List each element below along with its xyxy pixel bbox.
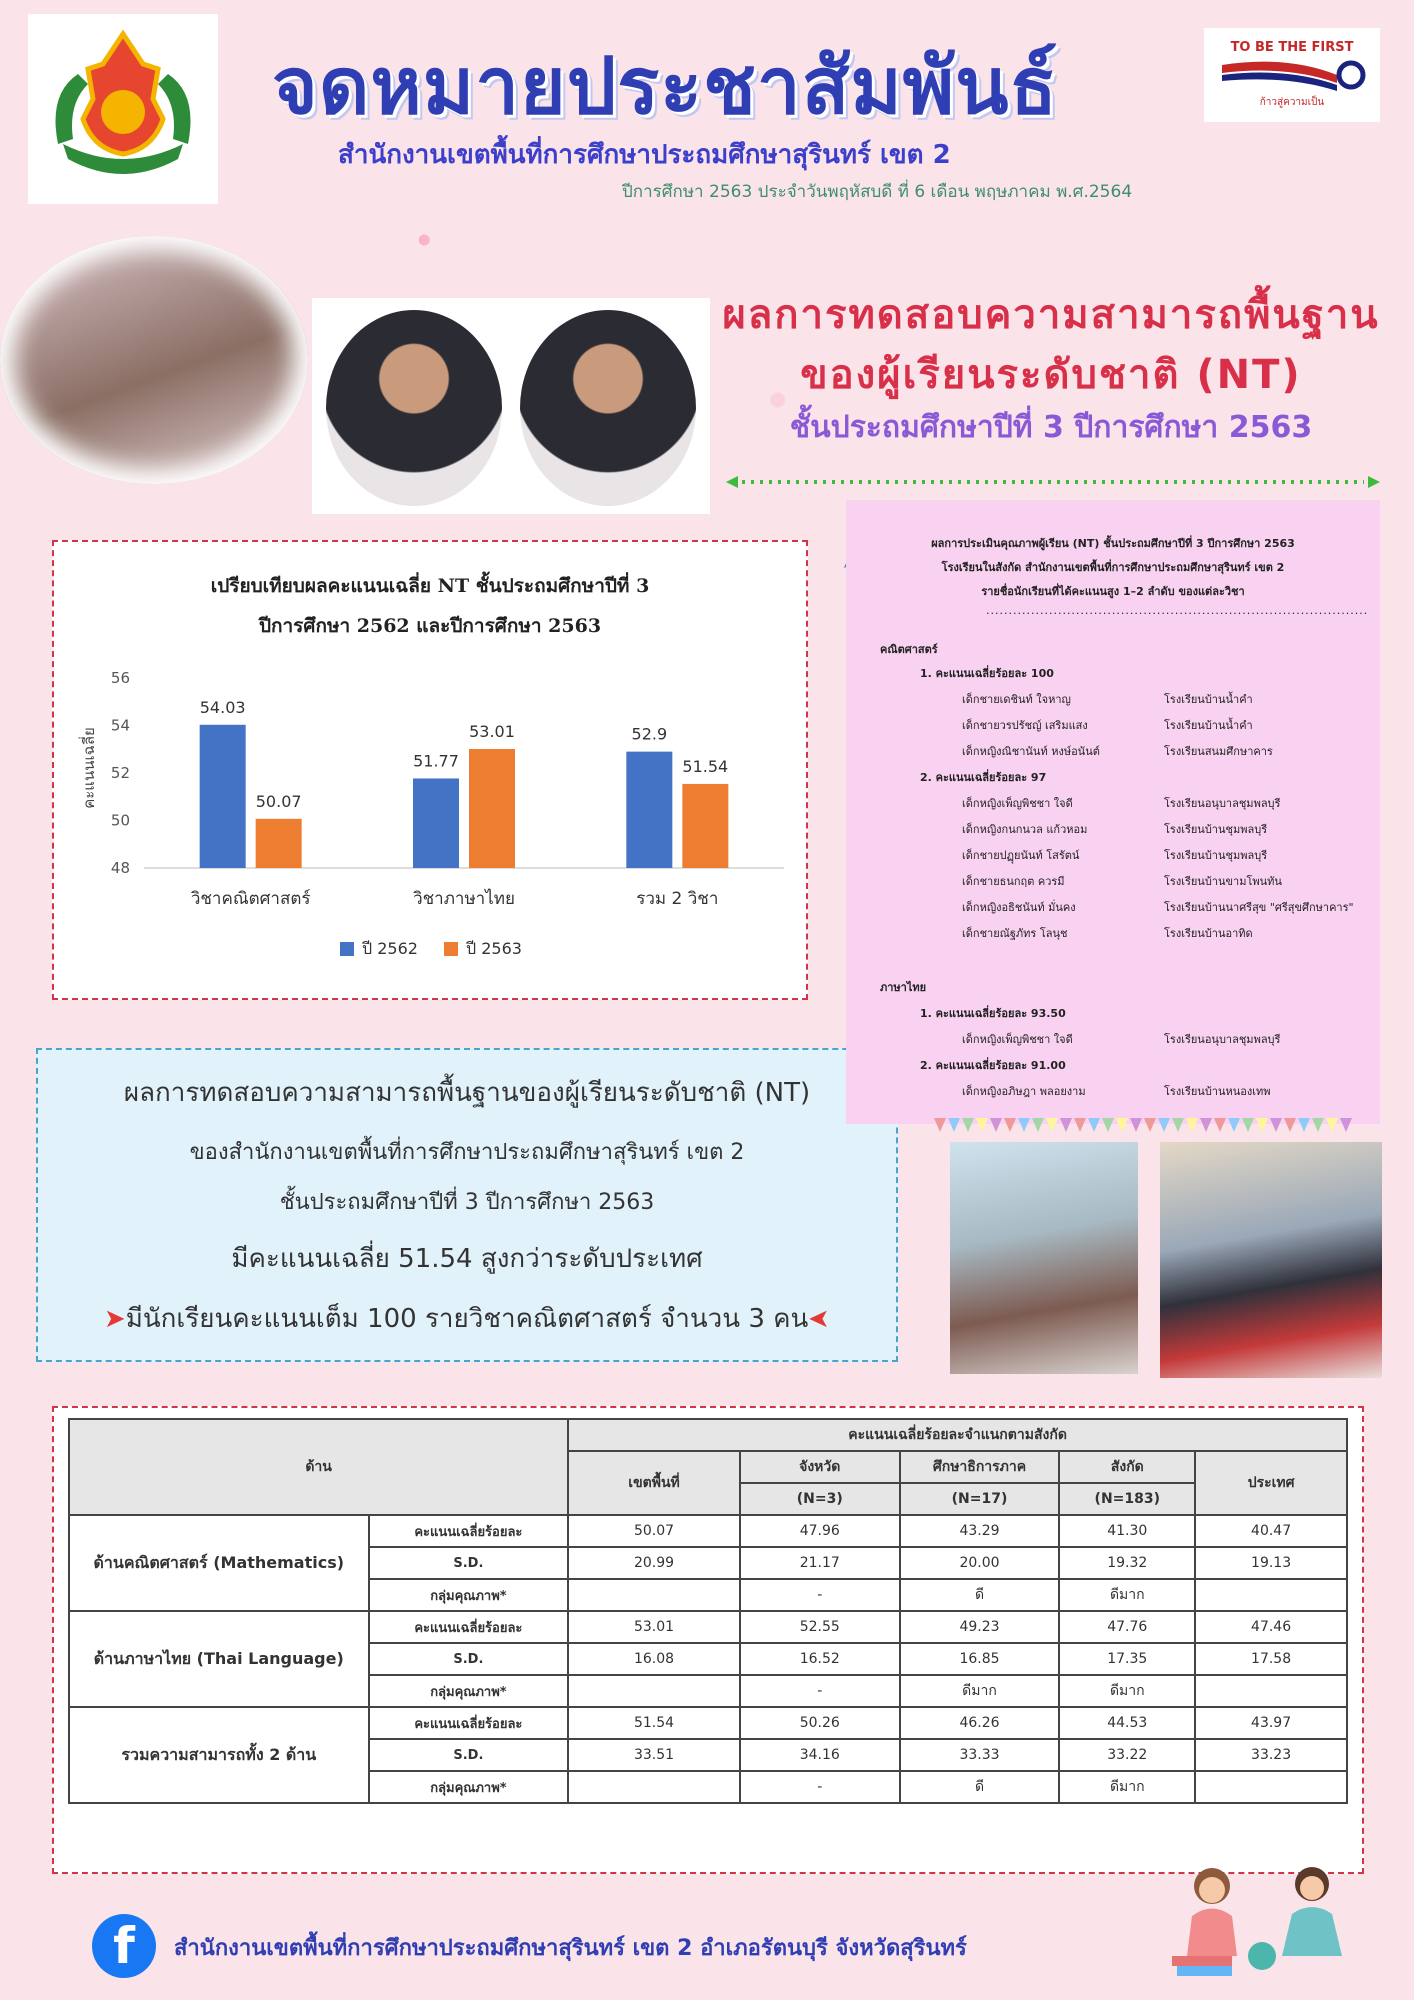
- list-item: เด็กชายเดชินท์ ใจหาญ: [962, 693, 1071, 706]
- kids-reading-illustration: [1152, 1856, 1382, 1986]
- value-cell: [1195, 1771, 1347, 1803]
- list-item: เด็กชายณัฐภัทร โลนุช: [962, 927, 1068, 940]
- bunting-flag: [1326, 1118, 1338, 1132]
- bar: [626, 752, 672, 868]
- value-cell: ดีมาก: [1059, 1771, 1195, 1803]
- thai-group2: 2. คะแนนเฉลี่ยร้อยละ 91.00: [920, 1059, 1066, 1072]
- thai-label: ภาษาไทย: [880, 981, 927, 994]
- metric-cell: S.D.: [369, 1643, 569, 1675]
- bar-value-label: 50.07: [255, 791, 302, 811]
- value-cell: 17.58: [1195, 1643, 1347, 1675]
- y-tick-label: 48: [110, 859, 130, 877]
- director-speaking-photo: [0, 236, 308, 484]
- bar-value-label: 54.03: [199, 697, 246, 717]
- list-item: เด็กชายธนกฤต ควรมี: [962, 875, 1065, 888]
- x-category-label: วิชาภาษาไทย: [413, 889, 515, 909]
- score-table: [68, 1418, 1348, 1804]
- value-cell: 20.99: [568, 1547, 740, 1579]
- bunting-flag: [1004, 1118, 1016, 1132]
- metric-cell: S.D.: [369, 1739, 569, 1771]
- header-province: จังหวัด: [740, 1451, 900, 1483]
- summary-line5: มีนักเรียนคะแนนเต็ม 100 รายวิชาคณิตศาสตร์ จำนวน 3 คน: [125, 1304, 809, 1334]
- value-cell: -: [740, 1771, 900, 1803]
- bar: [256, 819, 302, 868]
- list-item-school: โรงเรียนบ้านนาศรีสุข "ศรีสุขศึกษาคาร": [1164, 901, 1354, 914]
- list-item: เด็กหญิงเพ็ญพิชชา ใจดี: [962, 1033, 1073, 1046]
- list-item: เด็กหญิงอธิชนันท์ มั่นคง: [962, 901, 1076, 914]
- value-cell: 47.46: [1195, 1611, 1347, 1643]
- metric-cell: คะแนนเฉลี่ยร้อยละ: [369, 1707, 569, 1739]
- value-cell: [1195, 1579, 1347, 1611]
- value-cell: 33.22: [1059, 1739, 1195, 1771]
- value-cell: 47.96: [740, 1515, 900, 1547]
- list-item: เด็กหญิงเพ็ญพิชชา ใจดี: [962, 797, 1073, 810]
- bunting-flag: [990, 1118, 1002, 1132]
- bunting-decoration: [934, 1118, 1354, 1134]
- classroom-visit-photo-1: [950, 1142, 1138, 1374]
- summary-line5-wrap: [38, 1298, 896, 1339]
- area-cell: ด้านภาษาไทย (Thai Language): [69, 1611, 369, 1707]
- bar-value-label: 52.9: [631, 724, 668, 744]
- value-cell: -: [740, 1675, 900, 1707]
- bunting-flag: [1032, 1118, 1044, 1132]
- value-cell: 50.26: [740, 1707, 900, 1739]
- value-cell: 49.23: [900, 1611, 1060, 1643]
- value-cell: 17.35: [1059, 1643, 1195, 1675]
- header-affiliation-n: (N=183): [1059, 1483, 1195, 1515]
- header-country: ประเทศ: [1195, 1451, 1347, 1515]
- bunting-flag: [1060, 1118, 1072, 1132]
- value-cell: 34.16: [740, 1739, 900, 1771]
- summary-line2: ของสำนักงานเขตพื้นที่การศึกษาประถมศึกษาสุรินทร์ เขต 2: [189, 1140, 745, 1165]
- value-cell: 52.55: [740, 1611, 900, 1643]
- dotted-divider: [726, 476, 1380, 488]
- issue-date: ปีการศึกษา 2563 ประจำวันพฤหัสบดี ที่ 6 เดือน พฤษภาคม พ.ศ.2564: [622, 182, 1133, 202]
- summary-line1: ผลการทดสอบความสามารถพื้นฐานของผู้เรียนระดับชาติ (NT): [123, 1078, 811, 1108]
- bunting-flag: [1340, 1118, 1352, 1132]
- header-region: ศึกษาธิการภาค: [900, 1451, 1060, 1483]
- bunting-flag: [1312, 1118, 1324, 1132]
- bunting-flag: [1116, 1118, 1128, 1132]
- value-cell: 53.01: [568, 1611, 740, 1643]
- x-category-label: วิชาคณิตศาสตร์: [190, 889, 311, 909]
- executives-portrait-photo: [312, 298, 710, 514]
- value-cell: -: [740, 1579, 900, 1611]
- value-cell: [568, 1579, 740, 1611]
- y-axis-label: คะแนนเฉลี่ย: [80, 727, 98, 809]
- value-cell: 20.00: [900, 1547, 1060, 1579]
- facebook-icon[interactable]: f: [92, 1914, 156, 1978]
- summary-box: [36, 1048, 898, 1362]
- headline-line1: ผลการทดสอบความสามารถพื้นฐาน: [722, 292, 1380, 338]
- header-province-n: (N=3): [740, 1483, 900, 1515]
- header-area: ด้าน: [69, 1419, 568, 1515]
- legend-label: ปี 2563: [466, 939, 522, 958]
- arrow-right-icon: ➤: [103, 1304, 126, 1334]
- value-cell: 19.13: [1195, 1547, 1347, 1579]
- header-district: เขตพื้นที่: [568, 1451, 740, 1515]
- y-tick-label: 50: [110, 811, 130, 830]
- bunting-flag: [1144, 1118, 1156, 1132]
- bunting-flag: [1046, 1118, 1058, 1132]
- classroom-visit-photo-2: [1160, 1142, 1382, 1378]
- value-cell: 43.29: [900, 1515, 1060, 1547]
- bunting-flag: [948, 1118, 960, 1132]
- value-cell: [568, 1771, 740, 1803]
- bar: [682, 784, 728, 868]
- thai-group1: 1. คะแนนเฉลี่ยร้อยละ 93.50: [920, 1007, 1066, 1020]
- list-item: เด็กชายปฏุยนันท์ โสรัตน์: [962, 849, 1080, 862]
- logo-subtext: ก้าวสู่ความเป็น: [1259, 97, 1325, 108]
- bunting-flag: [1102, 1118, 1114, 1132]
- math-label: คณิตศาสตร์: [880, 643, 938, 656]
- table-row: [69, 1707, 1347, 1739]
- bar: [413, 778, 459, 868]
- arrow-left-icon: ➤: [808, 1304, 831, 1334]
- list-item-school: โรงเรียนอนุบาลชุมพลบุรี: [1164, 797, 1281, 810]
- value-cell: 50.07: [568, 1515, 740, 1547]
- bunting-flag: [1228, 1118, 1240, 1132]
- value-cell: 21.17: [740, 1547, 900, 1579]
- legend-label: ปี 2562: [362, 939, 418, 958]
- bunting-flag: [1088, 1118, 1100, 1132]
- value-cell: 16.52: [740, 1643, 900, 1675]
- bunting-flag: [1200, 1118, 1212, 1132]
- bunting-flag: [1256, 1118, 1268, 1132]
- newsletter-title: จดหมายประชาสัมพันธ์: [272, 42, 1059, 132]
- header-region-n: (N=17): [900, 1483, 1060, 1515]
- value-cell: 46.26: [900, 1707, 1060, 1739]
- chart-subtitle: ปีการศึกษา 2562 และปีการศึกษา 2563: [258, 615, 602, 637]
- y-tick-label: 56: [110, 669, 130, 687]
- value-cell: 33.23: [1195, 1739, 1347, 1771]
- list-dotted-rule: .....................................................................................: [986, 604, 1369, 617]
- table-row: [69, 1515, 1347, 1547]
- value-cell: ดี: [900, 1771, 1060, 1803]
- bunting-flag: [976, 1118, 988, 1132]
- legend-swatch: [444, 942, 458, 956]
- footer-office-address: สำนักงานเขตพื้นที่การศึกษาประถมศึกษาสุรินทร์ เขต 2 อำเภอรัตนบุรี จังหวัดสุรินทร์: [174, 1936, 967, 1961]
- value-cell: 33.33: [900, 1739, 1060, 1771]
- chart-canvas: [54, 542, 806, 998]
- area-cell: ด้านคณิตศาสตร์ (Mathematics): [69, 1515, 369, 1611]
- bar: [200, 725, 246, 868]
- area-cell: รวมความสามารถทั้ง 2 ด้าน: [69, 1707, 369, 1803]
- bunting-flag: [1270, 1118, 1282, 1132]
- bunting-flag: [1158, 1118, 1170, 1132]
- summary-line3: ชั้นประถมศึกษาปีที่ 3 ปีการศึกษา 2563: [279, 1190, 655, 1215]
- value-cell: 41.30: [1059, 1515, 1195, 1547]
- bar: [469, 749, 515, 868]
- table-row: [69, 1611, 1347, 1643]
- value-cell: 33.51: [568, 1739, 740, 1771]
- x-category-label: รวม 2 วิชา: [636, 889, 719, 909]
- list-item: เด็กหญิงกนกนวล แก้วหอม: [962, 823, 1088, 836]
- value-cell: ดีมาก: [900, 1675, 1060, 1707]
- bunting-flag: [1284, 1118, 1296, 1132]
- y-tick-label: 52: [110, 764, 130, 782]
- metric-cell: กลุ่มคุณภาพ*: [369, 1675, 569, 1707]
- logo-text: TO BE THE FIRST: [1230, 40, 1354, 55]
- score-table-box: [52, 1406, 1364, 1874]
- value-cell: ดีมาก: [1059, 1675, 1195, 1707]
- value-cell: 16.85: [900, 1643, 1060, 1675]
- value-cell: 40.47: [1195, 1515, 1347, 1547]
- header-group: คะแนนเฉลี่ยร้อยละจำแนกตามสังกัด: [568, 1419, 1347, 1451]
- headline-line2: ของผู้เรียนระดับชาติ (NT): [800, 352, 1302, 398]
- headline-line3: ชั้นประถมศึกษาปีที่ 3 ปีการศึกษา 2563: [789, 410, 1313, 445]
- top-students-list: [846, 500, 1380, 1124]
- legend-swatch: [340, 942, 354, 956]
- y-tick-label: 54: [110, 716, 130, 735]
- value-cell: 16.08: [568, 1643, 740, 1675]
- list-item-school: โรงเรียนบ้านชุมพลบุรี: [1164, 823, 1268, 836]
- metric-cell: กลุ่มคุณภาพ*: [369, 1579, 569, 1611]
- to-be-the-first-logo: [1204, 28, 1380, 122]
- summary-line4: มีคะแนนเฉลี่ย 51.54 สูงกว่าระดับประเทศ: [231, 1244, 703, 1274]
- list-heading3: รายชื่อนักเรียนที่ได้คะแนนสูง 1–2 ลำดับ ของแต่ละวิชา: [981, 585, 1245, 598]
- metric-cell: S.D.: [369, 1547, 569, 1579]
- bar-value-label: 51.54: [682, 756, 729, 776]
- value-cell: [568, 1675, 740, 1707]
- list-item-school: โรงเรียนบ้านชุมพลบุรี: [1164, 849, 1268, 862]
- office-seal-logo: [28, 14, 218, 204]
- bunting-flag: [934, 1118, 946, 1132]
- bunting-flag: [1214, 1118, 1226, 1132]
- list-item: เด็กหญิงอภิษฎา พลอยงาม: [962, 1085, 1086, 1098]
- bunting-flag: [1130, 1118, 1142, 1132]
- math-group2: 2. คะแนนเฉลี่ยร้อยละ 97: [920, 771, 1047, 784]
- list-item-school: โรงเรียนบ้านอาทิด: [1164, 927, 1253, 940]
- list-item-school: โรงเรียนบ้านน้ำคำ: [1164, 693, 1253, 706]
- value-cell: 43.97: [1195, 1707, 1347, 1739]
- nt-comparison-chart: [52, 540, 808, 1000]
- list-item: เด็กหญิงณิชานันท์ หงษ์อนันต์: [962, 745, 1100, 758]
- bunting-flag: [1242, 1118, 1254, 1132]
- math-group1: 1. คะแนนเฉลี่ยร้อยละ 100: [920, 667, 1054, 680]
- value-cell: 51.54: [568, 1707, 740, 1739]
- value-cell: ดีมาก: [1059, 1579, 1195, 1611]
- value-cell: 19.32: [1059, 1547, 1195, 1579]
- value-cell: ดี: [900, 1579, 1060, 1611]
- bunting-flag: [1018, 1118, 1030, 1132]
- value-cell: 47.76: [1059, 1611, 1195, 1643]
- bar-value-label: 53.01: [469, 722, 515, 742]
- bunting-flag: [962, 1118, 974, 1132]
- metric-cell: คะแนนเฉลี่ยร้อยละ: [369, 1611, 569, 1643]
- bunting-flag: [1298, 1118, 1310, 1132]
- value-cell: [1195, 1675, 1347, 1707]
- office-name: สำนักงานเขตพื้นที่การศึกษาประถมศึกษาสุรินทร์ เขต 2: [338, 140, 951, 170]
- chart-title: เปรียบเทียบผลคะแนนเฉลี่ย NT ชั้นประถมศึกษาปีที่ 3: [210, 575, 650, 597]
- list-heading1: ผลการประเมินคุณภาพผู้เรียน (NT) ชั้นประถมศึกษาปีที่ 3 ปีการศึกษา 2563: [931, 537, 1295, 550]
- bar-value-label: 51.77: [413, 751, 459, 771]
- metric-cell: คะแนนเฉลี่ยร้อยละ: [369, 1515, 569, 1547]
- bunting-flag: [1186, 1118, 1198, 1132]
- metric-cell: กลุ่มคุณภาพ*: [369, 1771, 569, 1803]
- list-item-school: โรงเรียนบ้านน้ำคำ: [1164, 719, 1253, 732]
- list-heading2: โรงเรียนในสังกัด สำนักงานเขตพื้นที่การศึกษาประถมศึกษาสุรินทร์ เขต 2: [941, 561, 1285, 574]
- header-affiliation: สังกัด: [1059, 1451, 1195, 1483]
- thai-flag-swoosh: [1217, 55, 1367, 95]
- bunting-flag: [1074, 1118, 1086, 1132]
- list-item-school: โรงเรียนอนุบาลชุมพลบุรี: [1164, 1033, 1281, 1046]
- list-item-school: โรงเรียนบ้านขามโพนทัน: [1164, 875, 1282, 888]
- bunting-flag: [1172, 1118, 1184, 1132]
- list-item: เด็กชายวรปรัชญ์ เสริมแสง: [962, 719, 1088, 732]
- list-item-school: โรงเรียนบ้านหนองเทพ: [1164, 1085, 1271, 1098]
- value-cell: 44.53: [1059, 1707, 1195, 1739]
- list-item-school: โรงเรียนสนมศึกษาคาร: [1164, 745, 1273, 758]
